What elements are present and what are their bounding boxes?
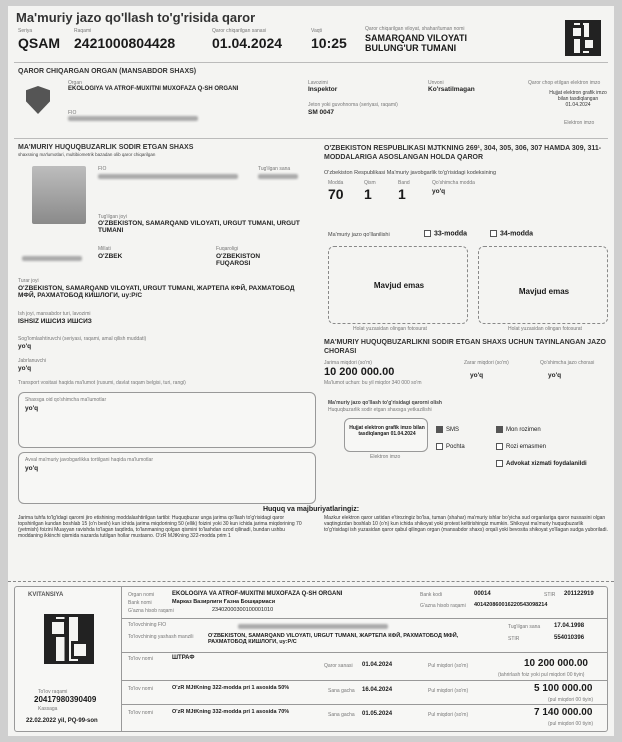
work-value: ISHSIZ ИШСИЗ ИШСИЗ xyxy=(18,318,92,325)
k-birth-label: Tug'ilgan sana xyxy=(508,624,541,630)
decision-document xyxy=(8,6,614,736)
law-subtitle: O'zbekiston Respublikasi Ma'muriy javobgarlik to'g'risidagi kodeksining xyxy=(324,170,497,176)
unvon-value: Ko'rsatilmagan xyxy=(428,86,475,93)
photo-2-text: Mavjud emas xyxy=(518,287,570,296)
photo-1-caption: Holat yuzasidan olingan fotosurat xyxy=(353,326,427,332)
m34-label: 34-modda xyxy=(500,230,534,238)
kvitansiya-title: KVITANSIYA xyxy=(28,592,64,598)
fuqaroligi-value: O'ZBEKISTON FUQAROSI xyxy=(216,253,261,267)
divider xyxy=(122,652,608,653)
birthplace-label: Tug'ilgan joyi xyxy=(98,214,127,220)
rozi-checkbox[interactable] xyxy=(496,443,546,450)
k-row2-amt: 5 100 000.00 xyxy=(534,683,593,694)
k-addr-label: To'lovchining yashash manzili xyxy=(128,634,194,640)
victim-value: yo'q xyxy=(18,365,32,372)
notice-sub: Huquqbuzarlik sodir etgan shaxsga yetkazilishi xyxy=(328,407,432,413)
offender-photo xyxy=(32,166,86,224)
extra-info-label: Shaxsga oid qo'shimcha ma'lumotlar xyxy=(25,397,107,403)
redacted-birth xyxy=(258,174,298,179)
rozi-label: Rozi emasmen xyxy=(506,444,547,451)
k-row2-amt-label: Pul miqdori (so'm) xyxy=(428,688,469,694)
extra-penalty-label: Qo'shimcha jazo chorasi xyxy=(540,360,595,366)
prior-record-box xyxy=(18,452,316,504)
photo-2-caption: Holat yuzasidan olingan fotosurat xyxy=(508,326,582,332)
prior-record-label: Avval ma'muriy javobgarlikka tortilgani haqida ma'lumotlar xyxy=(25,457,153,463)
kassa-label: Kassaga xyxy=(38,706,58,712)
k-row2-note: (pul miqdori 00 tiyin) xyxy=(548,697,594,703)
rights-title: Huquq va majburiyatlaringiz: xyxy=(262,506,360,513)
pochta-checkbox[interactable] xyxy=(436,443,465,450)
k-jshshir-value: 554010396 xyxy=(554,635,585,641)
modda-label: Modda xyxy=(328,180,344,186)
redacted-payer xyxy=(238,624,388,629)
shield-icon xyxy=(26,86,50,114)
qism-value: 1 xyxy=(364,186,372,202)
k-addr-value: O'ZBEKISTON, SAMARQAND VILOYATI, URGUT TUMANI, ЖАРТЕПА КФЙ, РАХМАТОБОД МФЙ, РАХМАТОБОД КИШЛОГИ, uy:P/C xyxy=(208,633,459,645)
redacted-id xyxy=(22,256,82,261)
k-row3-label: To'lov nomi xyxy=(128,710,153,716)
k-inn-label: Bank kodi xyxy=(420,592,442,598)
amount-label: Jarima miqdori (so'm) xyxy=(324,360,372,366)
lavozim-label: Lavozimi xyxy=(308,80,328,86)
victim-label: Jabrlanuvchi xyxy=(18,358,47,364)
k-jshshir-label: STIR xyxy=(508,636,520,642)
k-birth-value: 17.04.1998 xyxy=(554,623,585,629)
address-label: Turar joyi xyxy=(18,278,39,284)
offender-section-title: MA'MURIY HUQUQBUZARLIK SODIR ETGAN SHAXS xyxy=(18,144,194,151)
k-gazna-label: G'azna hisob raqami xyxy=(128,608,174,614)
advokat-label: Advokat xizmati foydalanildi xyxy=(506,461,587,468)
qr-code-icon xyxy=(565,20,601,56)
k-row3-value: O'zR MJtKning 332-modda pri 1 asosida 70% xyxy=(172,709,290,715)
k-row3-amt-label: Pul miqdori (so'm) xyxy=(428,712,469,718)
k-tolov-value: ШТРАФ xyxy=(172,655,195,661)
m34-checkbox[interactable] xyxy=(490,230,533,237)
k-row2-value: O'zR MJtKning 322-modda pri 1 asosida 50% xyxy=(172,685,290,691)
m33-checkbox[interactable] xyxy=(424,230,467,237)
millati-label: Millati xyxy=(98,246,111,252)
organ-value: EKOLOGIYA VA ATROF-MUXITNI MUXOFAZA Q-SH ORGANI xyxy=(68,86,239,92)
tolov-id-value: 20417980390409 xyxy=(34,695,97,704)
work-label: Ish joyi, mansabdor turi, lavozimi xyxy=(18,311,91,317)
k-jarima-label: Pul miqdori (so'm) xyxy=(428,663,469,669)
lavozim-value: Inspektor xyxy=(308,86,338,93)
amount-value: 10 200 000.00 xyxy=(324,366,395,378)
k-qaror-sana-label: Qaror sanasi xyxy=(324,663,353,669)
date-value: 01.04.2024 xyxy=(212,35,283,51)
band-label: Band xyxy=(398,180,410,186)
divider xyxy=(14,138,608,139)
k-qaror-sana-value: 01.04.2024 xyxy=(362,662,393,668)
millati-value: O'ZBEK xyxy=(98,253,123,260)
seriya-value: QSAM xyxy=(18,35,60,51)
k-hisob-label: G'azna hisob raqami xyxy=(420,603,466,609)
k-organ-label: Organ nomi xyxy=(128,592,155,598)
k-hisob-value: 401420860016220543098214 xyxy=(474,602,548,608)
sms-checkbox[interactable] xyxy=(436,426,459,433)
k-inn-value: 00014 xyxy=(474,591,491,597)
k-payer-label: To'lovchining FIO xyxy=(128,622,167,628)
k-jarima-value: 10 200 000.00 xyxy=(524,658,588,669)
organ-section-title: QAROR CHIQARGAN ORGAN (MANSABDOR SHAXS) xyxy=(18,68,197,75)
date-label: Qaror chiqarilgan sanasi xyxy=(212,28,267,34)
mon-label: Mon rozimen xyxy=(506,427,541,434)
rights-right-text: Mazkur elektron qaror ustidan e'tirozingiz bo'lsa, tuman (shahar) ma'muriy ishlar bo'yicha sud organlariga qaror nusxasini olgan vaqtingizdan boshlab 10 (o'n) kun ichida shikoyat yoki protest keltirishingiz mumkin. Shikoyat ma'muriy huquqbuzarlik to'g'risidagi ish yuzasidan qaror qabul qilingan organ (mansabdor shaxs) orqali yoki bevosita shikoyat yo'llagan sudga yuboriladi. xyxy=(324,515,608,533)
raqami-label: Raqami xyxy=(74,28,92,34)
signature-stamp-text: Hujjat elektron grafik imzo bilan tasdiqlangan 01.04.2024 xyxy=(349,425,425,437)
k-row2-date: 16.04.2024 xyxy=(362,687,393,693)
photo-box-2 xyxy=(478,246,608,324)
band-value: 1 xyxy=(398,186,406,202)
unvon-label: Unvoni xyxy=(428,80,444,86)
k-row2-date-label: Sana gacha xyxy=(328,688,355,694)
qollanilgan-label: Ma'muriy jazo qo'llanilishi xyxy=(328,232,390,238)
signature-stamp-box xyxy=(344,418,428,452)
m33-label: 33-modda xyxy=(434,230,468,238)
k-row3-note: (pul miqdori 00 tiyin) xyxy=(548,721,594,727)
penalty-imzo-label: Elektron imzo xyxy=(370,454,401,460)
k-row3-date: 01.05.2024 xyxy=(362,711,393,717)
extra-penalty-value: yo'q xyxy=(548,372,562,379)
pochta-label: Pochta xyxy=(446,444,465,451)
damage-label: Zarar miqdori (so'm) xyxy=(464,360,509,366)
k-bank-label: Bank nomi xyxy=(128,600,152,606)
redacted-fio xyxy=(98,174,238,179)
k-row2-label: To'lov nomi xyxy=(128,686,153,692)
damage-value: yo'q xyxy=(470,372,484,379)
raqami-value: 2421000804428 xyxy=(74,35,176,51)
address-value: O'ZBEKISTON, SAMARQAND VILOYATI, URGUT TUMANI, ЖАРТЕПА КФЙ, РАХМАТОБОД МФЙ, РАХМАТОБОД КИШЛОГИ, uy:P/C xyxy=(18,285,295,299)
imzo-label: Elektron imzo xyxy=(564,120,595,126)
cut-line xyxy=(8,581,614,582)
birthplace-value: O'ZBEKISTON, SAMARQAND VILOYATI, URGUT TUMANI, URGUT TUMANI xyxy=(98,220,300,234)
mon-checkbox[interactable] xyxy=(496,426,541,433)
fuqaroligi-label: Fuqaroligi xyxy=(216,246,238,252)
penalty-section-title: MA'MURIY HUQUQBUZARLIKNI SODIR ETGAN SHAXS UCHUN TAYINLANGAN JAZO CHORASI xyxy=(324,339,606,355)
kassa-value: 22.02.2022 yil, PQ-99-son xyxy=(26,718,98,724)
notice-label: Ma'muriy jazo qo'llash to'g'risidagi qarorni olish xyxy=(328,400,442,406)
page-title: Ma'muriy jazo qo'llash to'g'risida qaror xyxy=(16,10,256,25)
k-jarima-note: (tahrirlash foiz yoki pul miqdori 00 tiyin) xyxy=(498,672,585,678)
time-label: Vaqti xyxy=(311,28,323,34)
redacted-fio xyxy=(68,116,198,121)
k-organ-value: EKOLOGIYA VA ATROF-MUXITNI MUXOFAZA Q-SH ORGANI xyxy=(172,591,343,597)
k-bank-value: Марказ Вазирлиги Ғазна Бошқармаси xyxy=(172,599,276,605)
offender-subtitle: shaxsning ma'lumotlari, multibiometrik bazadan olib qaror chiqarilgan xyxy=(18,152,156,157)
k-row3-amt: 7 140 000.00 xyxy=(534,707,593,718)
transport-label: Transport vositasi haqida ma'lumot (rusumi, davlat raqam belgisi, turi, rangi) xyxy=(18,380,186,386)
prior-record-value: yo'q xyxy=(25,465,39,472)
tolov-id-label: To'lov raqami xyxy=(38,689,68,695)
organ-fio-label: FIO xyxy=(68,110,77,116)
divider xyxy=(122,680,608,681)
extra-info-value: yo'q xyxy=(25,405,39,412)
photo-1-text: Mavjud emas xyxy=(373,281,425,290)
k-tolov-label: To'lov nomi xyxy=(128,656,153,662)
divider xyxy=(122,704,608,705)
organ-label: Organ xyxy=(68,80,82,86)
modda-value: 70 xyxy=(328,186,344,202)
qoshimcha-value: yo'q xyxy=(432,188,446,195)
sms-label: SMS xyxy=(446,427,460,434)
divider xyxy=(122,618,608,619)
qism-label: Qism xyxy=(364,180,376,186)
prev-label: Sog'lomlashtiruvchi (seriyasi, raqami, amal qilish muddati) xyxy=(18,336,147,342)
qr-code-icon xyxy=(44,614,94,664)
prev-value: yo'q xyxy=(18,343,32,350)
place-label: Qaror chiqarilgan viloyat, shahar/tuman nomi xyxy=(365,26,465,32)
law-section-title: O'ZBEKISTON RESPUBLIKASI MJTKNING 269¹, 304, 305, 306, 307 HAMDA 309, 311-MODDALARIGA ASOSLANGAN HOLDA QAROR xyxy=(324,145,602,161)
amount-note: Ma'lumot uchun: bu yil miqdor 340 000 so'm xyxy=(324,380,422,386)
k-stir-value: 201122919 xyxy=(564,591,594,597)
photo-box-1 xyxy=(328,246,468,324)
jeton-value: SM 0047 xyxy=(308,109,335,116)
divider xyxy=(14,62,608,63)
k-gazna-value: 23402000300100001010 xyxy=(212,607,274,613)
signature-stamp: Hujjat elektron grafik imzo bilan tasdiqlangan 01.04.2024 xyxy=(549,90,607,108)
time-value: 10:25 xyxy=(311,35,347,51)
advokat-checkbox[interactable] xyxy=(496,460,587,467)
qoshimcha-label: Qo'shimcha modda xyxy=(432,180,475,186)
k-row3-date-label: Sana gacha xyxy=(328,712,355,718)
seriya-label: Seriya xyxy=(18,28,33,34)
k-stir-label: STIR xyxy=(544,592,556,598)
place-value: SAMARQAND VILOYATI BULUNG'UR TUMANI xyxy=(365,33,468,53)
chop-label: Qaror chop etilgan elektron imzo xyxy=(528,80,601,86)
jeton-label: Jeton yoki guvohnoma (seriyasi, raqami) xyxy=(308,102,398,108)
extra-info-box xyxy=(18,392,316,448)
birth-label: Tug'ilgan sana xyxy=(258,166,291,172)
offender-fio-label: FIO xyxy=(98,166,107,172)
rights-left-text: Jarima tuhfa to'lg'idagi qarorni jiro etishining moddalashtirilgan tartibi: Huquqbuzar unga jarima qo'llash to'g'risidagi qaror topshirilgan kundan boshlab 15 (o'n besh) kun ichida jarima miqdorining 50 (ellik) foizini yoki 30 kun ichida jarima miqdorining 70 (yetmish) foizini Muayyan ravishda to'lagan taqdirda, to'lanmaning qolgan qismini to'lashdan ozod qilinadi, bundan ushbu moddaning ikkinchi qismida nazarda tutilgan hollar mustasno. O'zR MJtKning 322-modda prim 1 xyxy=(18,515,302,539)
